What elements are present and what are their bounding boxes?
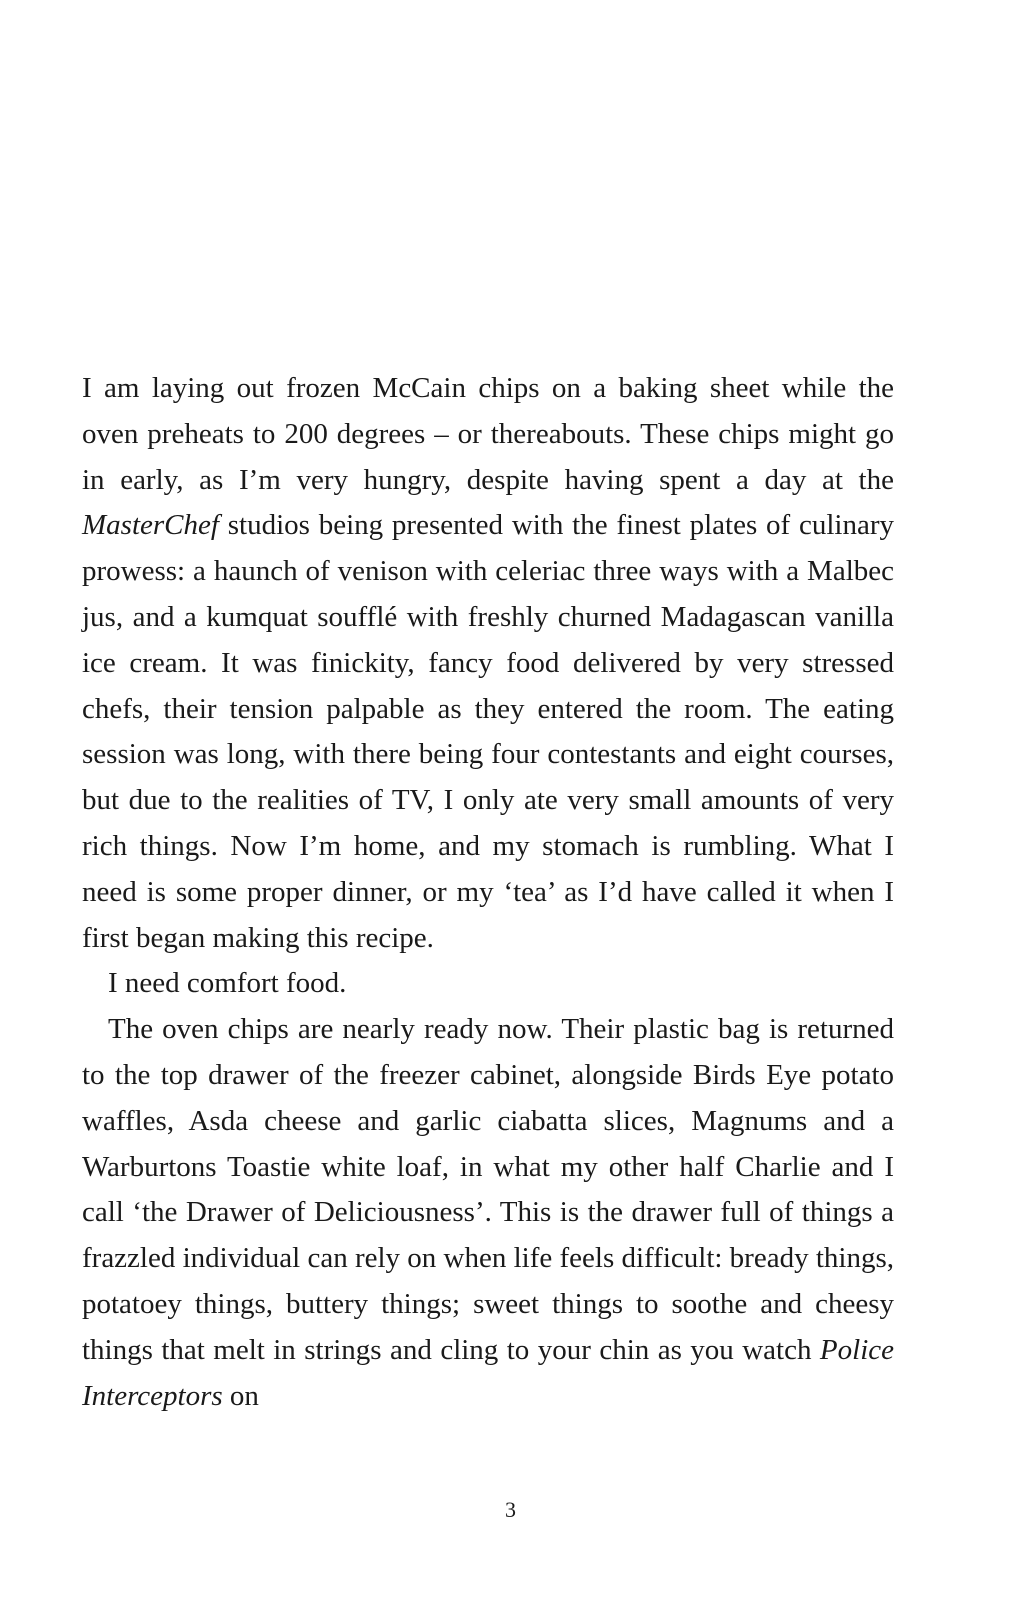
body-text (82, 366, 894, 1419)
text-segment: I am laying out frozen McCain chips on a baking sheet while the oven preheats to 200 degrees – or thereabouts. These chips might go in early, as I’m very hungry, despite having spent a day at the (82, 372, 894, 496)
italic-title-masterchef: MasterChef (82, 509, 219, 542)
text-segment: on (222, 1379, 259, 1412)
page-number: 3 (505, 1497, 516, 1522)
paragraph-3 (82, 1007, 894, 1419)
italic-title-police-interceptors: Police Interceptors (82, 1333, 894, 1412)
text-segment: The oven chips are nearly ready now. Their plastic bag is returned to the top drawer of the freezer cabinet, alongside Birds Eye potato waffles, Asda cheese and garlic ciabatta slices, Magnums and a Warburtons Toastie white loaf, in what my other half Charlie and I call ‘the Drawer of Deliciousness’. This is the drawer full of things a frazzled individual can rely on when life feels difficult: bready things, potatoey things, buttery things; sweet things to soothe and cheesy things that melt in strings and cling to your chin as you watch (82, 1013, 894, 1366)
text-segment: studios being presented with the finest plates of culinary prowess: a haunch of venison with celeriac three ways with a Malbec jus, and a kumquat soufflé with freshly churned Madagascan vanilla ice cream. It was finickity, fancy food delivered by very stressed chefs, their tension palpable as they entered the room. The eating session was long, with there being four contestants and eight courses, but due to the realities of TV, I only ate very small amounts of very rich things. Now I’m home, and my stomach is rumbling. What I need is some proper dinner, or my ‘tea’ as I’d have called it when I first began making this recipe. (82, 509, 894, 954)
text-segment: I need comfort food. (108, 967, 347, 1000)
paragraph-1 (82, 366, 894, 961)
paragraph-2 (82, 961, 894, 1007)
